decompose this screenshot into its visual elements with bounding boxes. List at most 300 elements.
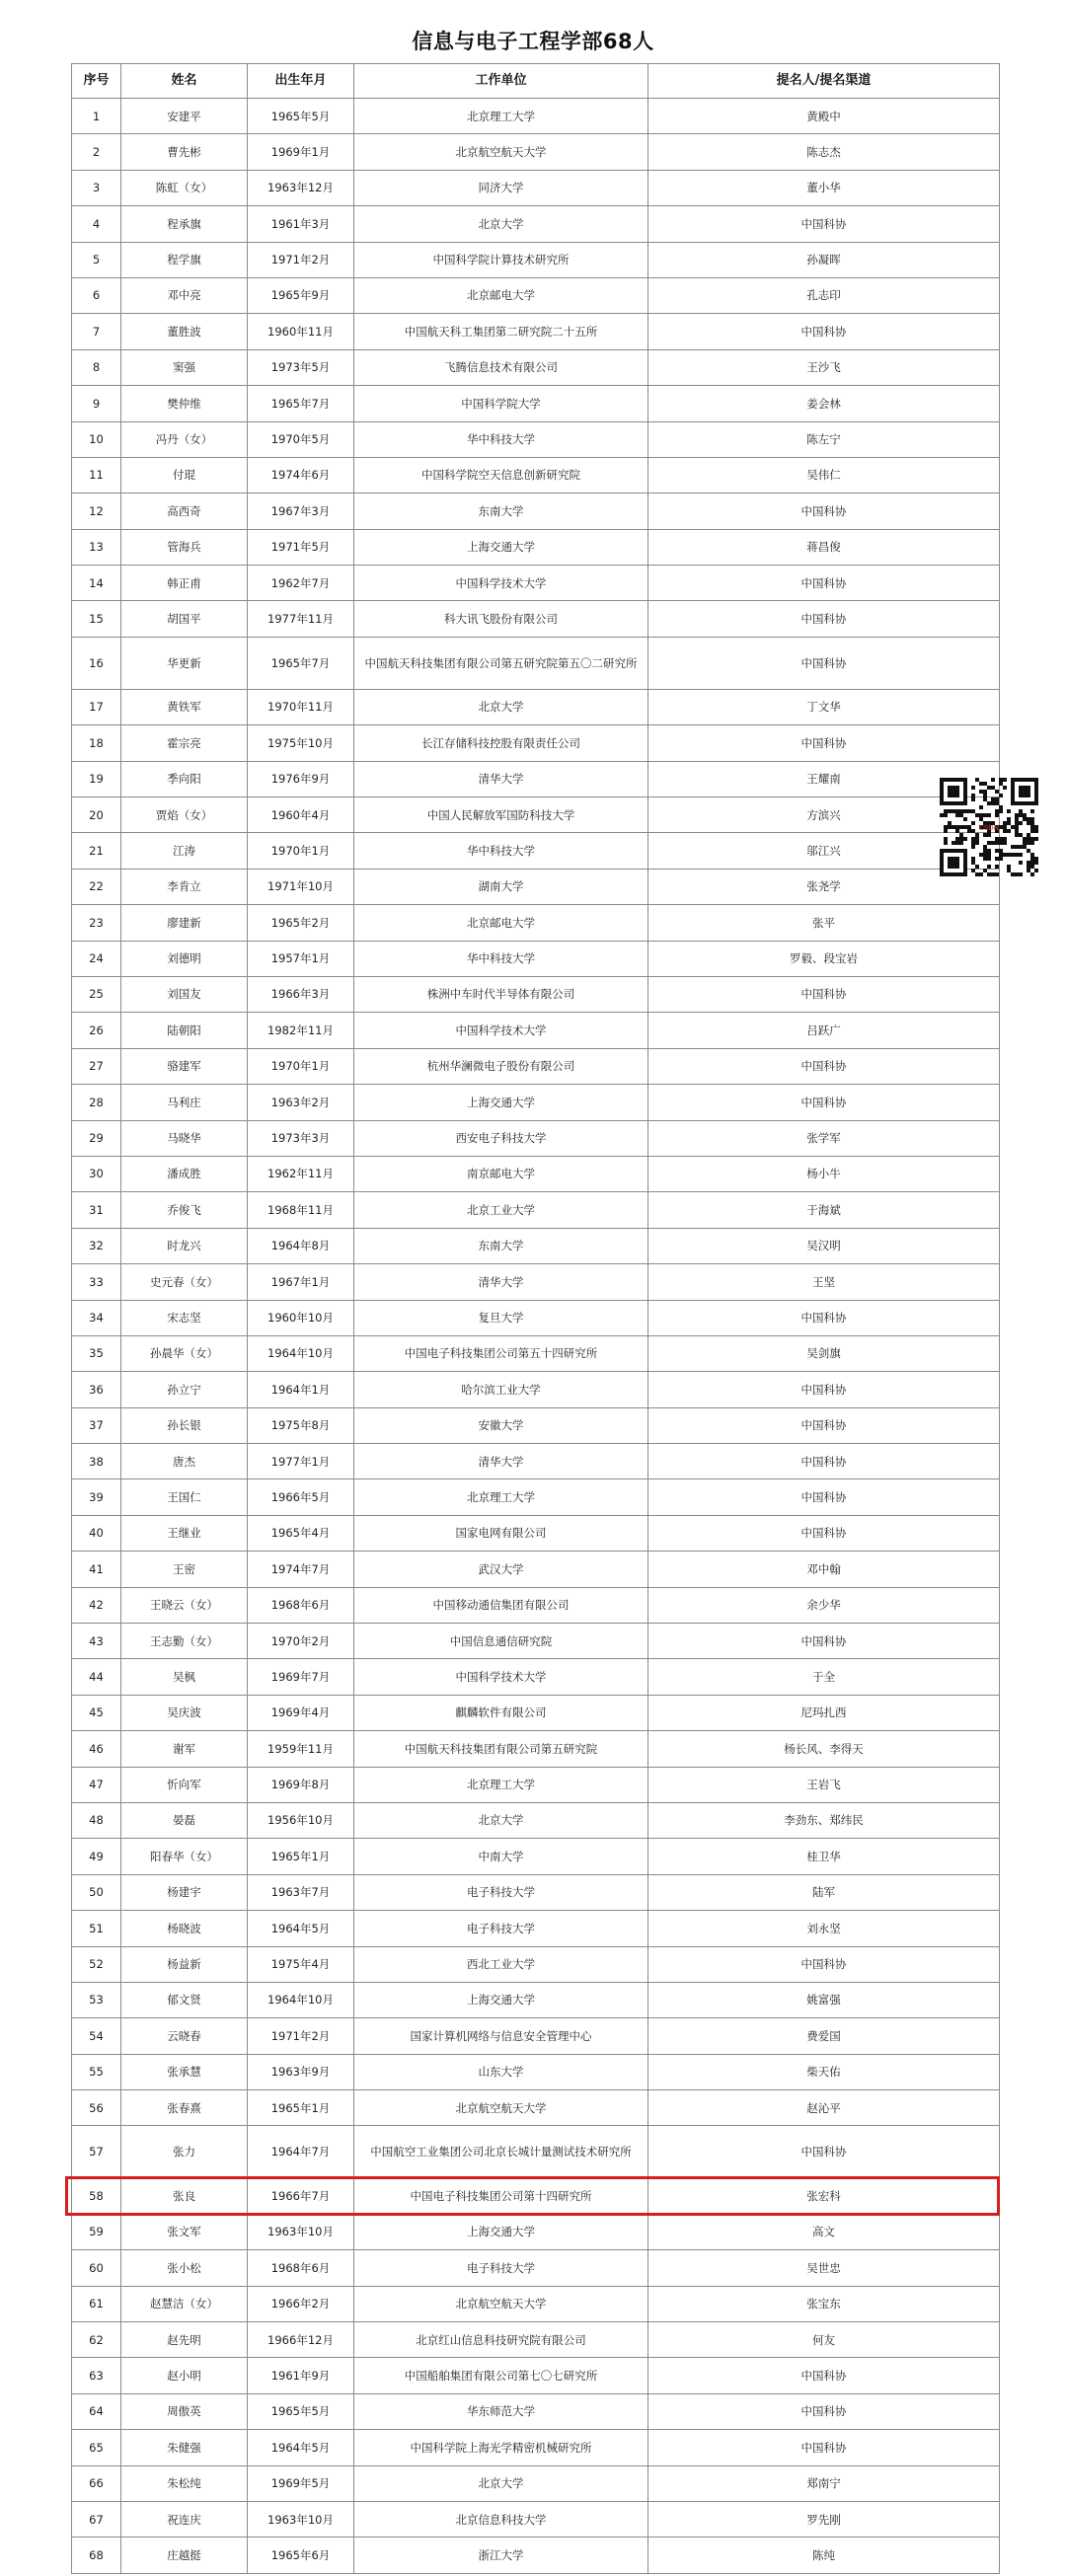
cell-nominator: 张尧学 xyxy=(648,869,1000,904)
cell-name: 王继业 xyxy=(121,1515,248,1551)
cell-serial: 34 xyxy=(72,1300,121,1335)
table-row xyxy=(72,1802,1000,1838)
table-row xyxy=(72,1515,1000,1551)
table-row xyxy=(72,277,1000,313)
header-serial: 序号 xyxy=(72,64,121,99)
cell-serial: 10 xyxy=(72,421,121,457)
table-row xyxy=(72,2465,1000,2501)
cell-unit: 中国科学技术大学 xyxy=(354,1013,648,1048)
cell-serial: 67 xyxy=(72,2502,121,2538)
cell-birth: 1962年11月 xyxy=(248,1156,354,1191)
table-row xyxy=(72,242,1000,277)
cell-name: 季向阳 xyxy=(121,761,248,796)
cell-nominator: 中国科协 xyxy=(648,1085,1000,1120)
cell-name: 邓中亮 xyxy=(121,277,248,313)
cell-nominator: 刘永坚 xyxy=(648,1911,1000,1946)
cell-birth: 1969年4月 xyxy=(248,1695,354,1730)
cell-name: 史元春（女） xyxy=(121,1264,248,1300)
cell-nominator: 桂卫华 xyxy=(648,1839,1000,1874)
cell-nominator: 陆军 xyxy=(648,1874,1000,1910)
cell-birth: 1975年4月 xyxy=(248,1946,354,1982)
cell-nominator: 中国科协 xyxy=(648,566,1000,601)
cell-serial: 48 xyxy=(72,1802,121,1838)
table-row xyxy=(72,1982,1000,2017)
cell-nominator: 罗先刚 xyxy=(648,2502,1000,2538)
cell-serial: 11 xyxy=(72,457,121,492)
cell-serial: 56 xyxy=(72,2090,121,2126)
table-row xyxy=(72,421,1000,457)
cell-unit: 飞腾信息技术有限公司 xyxy=(354,349,648,385)
cell-unit: 北京邮电大学 xyxy=(354,905,648,941)
table-row xyxy=(72,1300,1000,1335)
cell-name: 樊仲维 xyxy=(121,386,248,421)
cell-unit: 东南大学 xyxy=(354,493,648,529)
cell-nominator: 余少华 xyxy=(648,1587,1000,1623)
cell-name: 赵先明 xyxy=(121,2322,248,2358)
cell-unit: 中国电子科技集团公司第五十四研究所 xyxy=(354,1335,648,1371)
cell-nominator: 黄殿中 xyxy=(648,99,1000,134)
table-row xyxy=(72,1479,1000,1515)
table-row xyxy=(72,1695,1000,1730)
cell-unit: 华中科技大学 xyxy=(354,941,648,976)
cell-serial: 63 xyxy=(72,2358,121,2393)
cell-nominator: 于海斌 xyxy=(648,1192,1000,1228)
table-row xyxy=(72,1731,1000,1767)
cell-serial: 27 xyxy=(72,1048,121,1084)
cell-unit: 麒麟软件有限公司 xyxy=(354,1695,648,1730)
table-row xyxy=(72,314,1000,349)
cell-nominator: 中国科协 xyxy=(648,1515,1000,1551)
cell-name: 王密 xyxy=(121,1552,248,1587)
cell-birth: 1971年2月 xyxy=(248,2018,354,2054)
cell-serial: 42 xyxy=(72,1587,121,1623)
cell-name: 窦强 xyxy=(121,349,248,385)
cell-name: 庄越挺 xyxy=(121,2538,248,2573)
table-row xyxy=(72,170,1000,205)
cell-birth: 1969年8月 xyxy=(248,1767,354,1802)
cell-nominator: 高文 xyxy=(648,2214,1000,2249)
cell-serial: 6 xyxy=(72,277,121,313)
cell-name: 张春熹 xyxy=(121,2090,248,2126)
cell-name: 杨建宇 xyxy=(121,1874,248,1910)
cell-serial: 18 xyxy=(72,725,121,761)
cell-birth: 1976年9月 xyxy=(248,761,354,796)
cell-birth: 1963年9月 xyxy=(248,2054,354,2089)
cell-serial: 44 xyxy=(72,1659,121,1695)
cell-name: 韩正甫 xyxy=(121,566,248,601)
table-row xyxy=(72,2178,1000,2214)
cell-birth: 1966年7月 xyxy=(248,2178,354,2214)
cell-unit: 中国航天科技集团有限公司第五研究院第五〇二研究所 xyxy=(354,637,648,689)
cell-serial: 21 xyxy=(72,833,121,869)
cell-unit: 国家计算机网络与信息安全管理中心 xyxy=(354,2018,648,2054)
cell-birth: 1961年9月 xyxy=(248,2358,354,2393)
qr-code-icon[interactable] xyxy=(938,773,1040,881)
cell-serial: 23 xyxy=(72,905,121,941)
table-row xyxy=(72,349,1000,385)
table-row xyxy=(72,637,1000,689)
cell-birth: 1956年10月 xyxy=(248,1802,354,1838)
cell-serial: 55 xyxy=(72,2054,121,2089)
cell-unit: 中国船舶集团有限公司第七〇七研究所 xyxy=(354,2358,648,2393)
cell-birth: 1965年7月 xyxy=(248,386,354,421)
cell-nominator: 董小华 xyxy=(648,170,1000,205)
cell-name: 江涛 xyxy=(121,833,248,869)
cell-unit: 北京大学 xyxy=(354,689,648,724)
cell-birth: 1966年3月 xyxy=(248,976,354,1012)
table-row xyxy=(72,1048,1000,1084)
cell-serial: 9 xyxy=(72,386,121,421)
cell-birth: 1974年7月 xyxy=(248,1552,354,1587)
cell-unit: 清华大学 xyxy=(354,1264,648,1300)
cell-serial: 32 xyxy=(72,1228,121,1263)
cell-serial: 14 xyxy=(72,566,121,601)
cell-unit: 南京邮电大学 xyxy=(354,1156,648,1191)
cell-unit: 株洲中车时代半导体有限公司 xyxy=(354,976,648,1012)
cell-serial: 30 xyxy=(72,1156,121,1191)
cell-nominator: 杨小牛 xyxy=(648,1156,1000,1191)
cell-serial: 25 xyxy=(72,976,121,1012)
cell-birth: 1960年10月 xyxy=(248,1300,354,1335)
cell-serial: 33 xyxy=(72,1264,121,1300)
cell-birth: 1970年11月 xyxy=(248,689,354,724)
cell-serial: 28 xyxy=(72,1085,121,1120)
table-row xyxy=(72,1156,1000,1191)
table-row xyxy=(72,2090,1000,2126)
cell-name: 宋志坚 xyxy=(121,1300,248,1335)
table-row xyxy=(72,1946,1000,1982)
cell-unit: 上海交通大学 xyxy=(354,529,648,565)
cell-unit: 华东师范大学 xyxy=(354,2393,648,2429)
cell-serial: 66 xyxy=(72,2465,121,2501)
cell-serial: 50 xyxy=(72,1874,121,1910)
header-nominator: 提名人/提名渠道 xyxy=(648,64,1000,99)
cell-unit: 北京航空航天大学 xyxy=(354,2286,648,2321)
cell-unit: 北京信息科技大学 xyxy=(354,2502,648,2538)
cell-nominator: 王沙飞 xyxy=(648,349,1000,385)
cell-name: 朱松纯 xyxy=(121,2465,248,2501)
cell-birth: 1964年5月 xyxy=(248,2430,354,2465)
table-row xyxy=(72,1444,1000,1479)
cell-name: 马利庄 xyxy=(121,1085,248,1120)
cell-name: 周傲英 xyxy=(121,2393,248,2429)
cell-unit: 北京理工大学 xyxy=(354,1767,648,1802)
cell-serial: 53 xyxy=(72,1982,121,2017)
cell-unit: 北京红山信息科技研究院有限公司 xyxy=(354,2322,648,2358)
cell-name: 乔俊飞 xyxy=(121,1192,248,1228)
table-row xyxy=(72,566,1000,601)
table-row xyxy=(72,2322,1000,2358)
cell-nominator: 孙凝晖 xyxy=(648,242,1000,277)
cell-name: 潘成胜 xyxy=(121,1156,248,1191)
cell-name: 胡国平 xyxy=(121,601,248,637)
cell-birth: 1975年8月 xyxy=(248,1407,354,1443)
cell-serial: 47 xyxy=(72,1767,121,1802)
cell-nominator: 费爱国 xyxy=(648,2018,1000,2054)
table-row xyxy=(72,1839,1000,1874)
cell-birth: 1969年7月 xyxy=(248,1659,354,1695)
cell-unit: 安徽大学 xyxy=(354,1407,648,1443)
cell-nominator: 尼玛扎西 xyxy=(648,1695,1000,1730)
table-row xyxy=(72,797,1000,833)
cell-nominator: 李劲东、郑纬民 xyxy=(648,1802,1000,1838)
table-row xyxy=(72,869,1000,904)
cell-unit: 东南大学 xyxy=(354,1228,648,1263)
table-header-row xyxy=(72,64,1000,99)
cell-nominator: 罗毅、段宝岩 xyxy=(648,941,1000,976)
table-row xyxy=(72,2214,1000,2249)
table-row xyxy=(72,1407,1000,1443)
cell-serial: 59 xyxy=(72,2214,121,2249)
cell-nominator: 吴伟仁 xyxy=(648,457,1000,492)
cell-birth: 1968年6月 xyxy=(248,2250,354,2286)
table-row xyxy=(72,206,1000,242)
cell-unit: 清华大学 xyxy=(354,1444,648,1479)
cell-birth: 1963年2月 xyxy=(248,1085,354,1120)
table-row xyxy=(72,134,1000,170)
cell-name: 孙立宁 xyxy=(121,1372,248,1407)
table-row xyxy=(72,1335,1000,1371)
cell-birth: 1964年8月 xyxy=(248,1228,354,1263)
cell-nominator: 中国科协 xyxy=(648,976,1000,1012)
table-row xyxy=(72,1013,1000,1048)
cell-name: 马晓华 xyxy=(121,1120,248,1156)
cell-nominator: 中国科协 xyxy=(648,1444,1000,1479)
cell-birth: 1973年3月 xyxy=(248,1120,354,1156)
cell-name: 晏磊 xyxy=(121,1802,248,1838)
cell-birth: 1965年5月 xyxy=(248,2393,354,2429)
cell-nominator: 中国科协 xyxy=(648,2430,1000,2465)
cell-nominator: 吴世忠 xyxy=(648,2250,1000,2286)
table-row xyxy=(72,2358,1000,2393)
cell-serial: 15 xyxy=(72,601,121,637)
cell-unit: 清华大学 xyxy=(354,761,648,796)
qr-watermark-text: CSDN xyxy=(979,824,999,832)
table-row xyxy=(72,976,1000,1012)
table-row xyxy=(72,457,1000,492)
cell-nominator: 中国科协 xyxy=(648,1624,1000,1659)
cell-name: 安建平 xyxy=(121,99,248,134)
cell-nominator: 邓中翰 xyxy=(648,1552,1000,1587)
cell-unit: 中国科学院计算技术研究所 xyxy=(354,242,648,277)
cell-name: 霍宗亮 xyxy=(121,725,248,761)
cell-nominator: 于全 xyxy=(648,1659,1000,1695)
cell-birth: 1957年1月 xyxy=(248,941,354,976)
cell-name: 唐杰 xyxy=(121,1444,248,1479)
table-row xyxy=(72,833,1000,869)
table-row xyxy=(72,2430,1000,2465)
cell-name: 陆朝阳 xyxy=(121,1013,248,1048)
cell-serial: 20 xyxy=(72,797,121,833)
cell-name: 祝连庆 xyxy=(121,2502,248,2538)
cell-birth: 1977年1月 xyxy=(248,1444,354,1479)
cell-nominator: 中国科协 xyxy=(648,1300,1000,1335)
cell-name: 杨晓波 xyxy=(121,1911,248,1946)
table-row xyxy=(72,493,1000,529)
cell-name: 贾焰（女） xyxy=(121,797,248,833)
cell-unit: 中国移动通信集团有限公司 xyxy=(354,1587,648,1623)
cell-birth: 1970年5月 xyxy=(248,421,354,457)
cell-birth: 1962年7月 xyxy=(248,566,354,601)
cell-birth: 1959年11月 xyxy=(248,1731,354,1767)
cell-unit: 电子科技大学 xyxy=(354,2250,648,2286)
cell-name: 陈虹（女） xyxy=(121,170,248,205)
cell-name: 孙长银 xyxy=(121,1407,248,1443)
cell-unit: 复旦大学 xyxy=(354,1300,648,1335)
cell-nominator: 陈左宁 xyxy=(648,421,1000,457)
table-row xyxy=(72,601,1000,637)
cell-serial: 41 xyxy=(72,1552,121,1587)
cell-unit: 中国信息通信研究院 xyxy=(354,1624,648,1659)
cell-serial: 46 xyxy=(72,1731,121,1767)
cell-unit: 电子科技大学 xyxy=(354,1874,648,1910)
cell-name: 黄铁军 xyxy=(121,689,248,724)
cell-name: 张良 xyxy=(121,2178,248,2214)
cell-nominator: 何友 xyxy=(648,2322,1000,2358)
cell-birth: 1961年3月 xyxy=(248,206,354,242)
cell-serial: 40 xyxy=(72,1515,121,1551)
cell-nominator: 杨长风、李得天 xyxy=(648,1731,1000,1767)
cell-nominator: 中国科协 xyxy=(648,637,1000,689)
cell-birth: 1960年11月 xyxy=(248,314,354,349)
cell-serial: 31 xyxy=(72,1192,121,1228)
cell-serial: 2 xyxy=(72,134,121,170)
cell-birth: 1968年6月 xyxy=(248,1587,354,1623)
cell-name: 程学旗 xyxy=(121,242,248,277)
cell-birth: 1963年10月 xyxy=(248,2214,354,2249)
cell-nominator: 中国科协 xyxy=(648,725,1000,761)
cell-nominator: 中国科协 xyxy=(648,1372,1000,1407)
cell-name: 程承旗 xyxy=(121,206,248,242)
cell-serial: 4 xyxy=(72,206,121,242)
cell-name: 云晓春 xyxy=(121,2018,248,2054)
cell-unit: 北京航空航天大学 xyxy=(354,134,648,170)
cell-serial: 7 xyxy=(72,314,121,349)
cell-name: 冯丹（女） xyxy=(121,421,248,457)
cell-birth: 1982年11月 xyxy=(248,1013,354,1048)
cell-birth: 1967年1月 xyxy=(248,1264,354,1300)
cell-birth: 1964年7月 xyxy=(248,2126,354,2178)
table-row xyxy=(72,2054,1000,2089)
cell-nominator: 中国科协 xyxy=(648,493,1000,529)
cell-unit: 中国人民解放军国防科技大学 xyxy=(354,797,648,833)
cell-unit: 中国航天科工集团第二研究院二十五所 xyxy=(354,314,648,349)
cell-serial: 38 xyxy=(72,1444,121,1479)
cell-serial: 52 xyxy=(72,1946,121,1982)
cell-serial: 19 xyxy=(72,761,121,796)
cell-serial: 61 xyxy=(72,2286,121,2321)
cell-nominator: 陈志杰 xyxy=(648,134,1000,170)
cell-name: 王晓云（女） xyxy=(121,1587,248,1623)
table-row xyxy=(72,1587,1000,1623)
cell-serial: 54 xyxy=(72,2018,121,2054)
table-row xyxy=(72,2538,1000,2573)
table-row xyxy=(72,761,1000,796)
cell-name: 高西奇 xyxy=(121,493,248,529)
cell-nominator: 孔志印 xyxy=(648,277,1000,313)
cell-birth: 1973年5月 xyxy=(248,349,354,385)
cell-nominator: 赵沁平 xyxy=(648,2090,1000,2126)
cell-serial: 49 xyxy=(72,1839,121,1874)
cell-unit: 中国科学院空天信息创新研究院 xyxy=(354,457,648,492)
cell-unit: 中南大学 xyxy=(354,1839,648,1874)
cell-unit: 北京邮电大学 xyxy=(354,277,648,313)
cell-unit: 北京大学 xyxy=(354,206,648,242)
cell-serial: 45 xyxy=(72,1695,121,1730)
cell-nominator: 柴天佑 xyxy=(648,2054,1000,2089)
cell-unit: 长江存储科技控股有限责任公司 xyxy=(354,725,648,761)
cell-name: 李肯立 xyxy=(121,869,248,904)
cell-name: 孙晨华（女） xyxy=(121,1335,248,1371)
cell-birth: 1969年5月 xyxy=(248,2465,354,2501)
header-birth: 出生年月 xyxy=(248,64,354,99)
cell-birth: 1965年7月 xyxy=(248,637,354,689)
cell-nominator: 邬江兴 xyxy=(648,833,1000,869)
cell-unit: 西安电子科技大学 xyxy=(354,1120,648,1156)
cell-nominator: 中国科协 xyxy=(648,206,1000,242)
cell-nominator: 中国科协 xyxy=(648,314,1000,349)
cell-birth: 1960年4月 xyxy=(248,797,354,833)
table-row xyxy=(72,99,1000,134)
cell-serial: 36 xyxy=(72,1372,121,1407)
cell-birth: 1970年1月 xyxy=(248,833,354,869)
cell-unit: 上海交通大学 xyxy=(354,1982,648,2017)
cell-name: 骆建军 xyxy=(121,1048,248,1084)
table-row xyxy=(72,1120,1000,1156)
cell-name: 吴枫 xyxy=(121,1659,248,1695)
cell-nominator: 方滨兴 xyxy=(648,797,1000,833)
cell-nominator: 张平 xyxy=(648,905,1000,941)
cell-unit: 上海交通大学 xyxy=(354,1085,648,1120)
cell-serial: 26 xyxy=(72,1013,121,1048)
cell-nominator: 王耀南 xyxy=(648,761,1000,796)
cell-nominator: 中国科协 xyxy=(648,2358,1000,2393)
cell-serial: 5 xyxy=(72,242,121,277)
cell-nominator: 吕跃广 xyxy=(648,1013,1000,1048)
table-row xyxy=(72,1659,1000,1695)
cell-birth: 1965年6月 xyxy=(248,2538,354,2573)
cell-serial: 17 xyxy=(72,689,121,724)
cell-birth: 1964年10月 xyxy=(248,1335,354,1371)
cell-serial: 51 xyxy=(72,1911,121,1946)
cell-nominator: 中国科协 xyxy=(648,1946,1000,1982)
cell-unit: 中国电子科技集团公司第十四研究所 xyxy=(354,2178,648,2214)
cell-birth: 1971年5月 xyxy=(248,529,354,565)
table-row xyxy=(72,2018,1000,2054)
cell-name: 吴庆波 xyxy=(121,1695,248,1730)
table-row xyxy=(72,1874,1000,1910)
cell-birth: 1965年5月 xyxy=(248,99,354,134)
cell-nominator: 中国科协 xyxy=(648,1407,1000,1443)
cell-unit: 中国科学技术大学 xyxy=(354,566,648,601)
cell-nominator: 蒋昌俊 xyxy=(648,529,1000,565)
table-row xyxy=(72,1552,1000,1587)
table-row xyxy=(72,1372,1000,1407)
cell-unit: 中国科学技术大学 xyxy=(354,1659,648,1695)
cell-serial: 57 xyxy=(72,2126,121,2178)
cell-nominator: 中国科协 xyxy=(648,2393,1000,2429)
cell-name: 管海兵 xyxy=(121,529,248,565)
cell-unit: 华中科技大学 xyxy=(354,833,648,869)
cell-serial: 22 xyxy=(72,869,121,904)
cell-serial: 3 xyxy=(72,170,121,205)
cell-birth: 1965年9月 xyxy=(248,277,354,313)
cell-unit: 电子科技大学 xyxy=(354,1911,648,1946)
cell-name: 付琨 xyxy=(121,457,248,492)
cell-serial: 12 xyxy=(72,493,121,529)
cell-name: 张力 xyxy=(121,2126,248,2178)
cell-nominator: 吴汉明 xyxy=(648,1228,1000,1263)
